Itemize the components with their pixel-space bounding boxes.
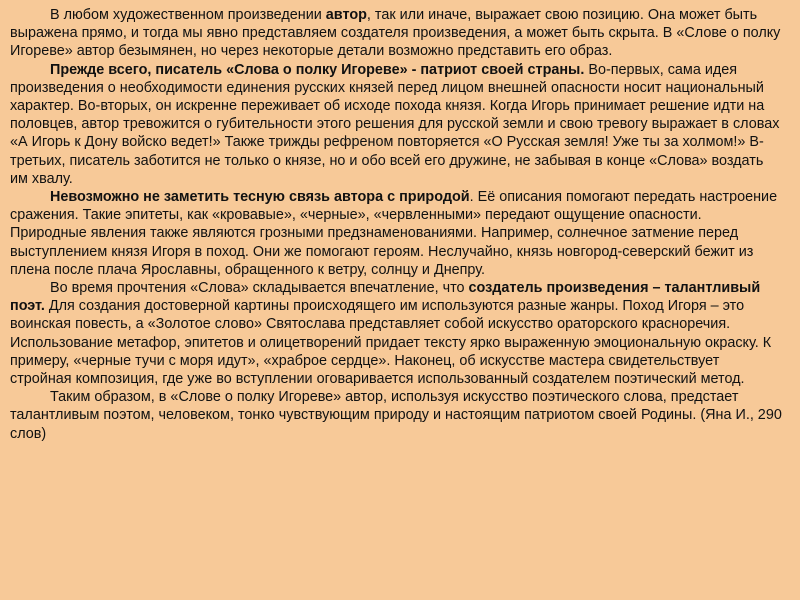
text-run: Таким образом, в «Слове о полку Игореве» автор, используя искусство поэтического слова, предстает талантливым поэтом, человеком, тонко чувствующим природу и настоящим патриотом своей Родины. (Яна И., 290 слов) xyxy=(10,389,782,442)
text-run: . Её описания помогают передать настроение сражения. Такие эпитеты, как «кровавые», «черные», «червленными» передают ощущение опасности. Природные явления также являются грозными предзнаменованиями. Например, солнечное затмение перед выступлением князя Игоря в поход. Они же помогают героям. Неслучайно, князь новгород-северский бежит из плена после плача Ярославны, обращенного к ветру, солнцу и Днепру. xyxy=(10,189,778,278)
text-run: Во время прочтения «Слова» складывается впечатление, что xyxy=(50,280,469,297)
bold-run: автор xyxy=(325,7,367,23)
text-run: , так или иначе, выражает свою позицию. Она может быть выражена прямо, и тогда мы явно представляем создателя произведения, а может быть скрыта. В «Слове о полку Игореве» автор безымянен, но через некоторые детали возможно представить его образ. xyxy=(10,7,781,60)
paragraph-poet xyxy=(10,279,782,388)
bold-run: Невозможно не заметить тесную связь автора с природой xyxy=(50,189,470,206)
text-run: Для создания достоверной картины происходящего им используются разные жанры. Поход Игоря – это воинская повесть, а «Золотое слово» Святослава представляет собой искусство ораторского красноречия. Использование метафор, эпитетов и олицетворений придает тексту ярко выраженную эмоциональную окраску. К примеру, «черные тучи с моря идут», «храброе сердце». Наконец, об искусстве мастера свидетельствует стройная композиция, где уже во вступлении оговаривается использованный создателем поэтический метод. xyxy=(10,298,772,388)
bold-run: Прежде всего, писатель «Слова о полку Игореве» - патриот своей страны. xyxy=(50,61,585,78)
paragraph-patriot xyxy=(10,61,782,188)
paragraph-author-position xyxy=(10,6,782,61)
paragraph-nature xyxy=(10,188,782,279)
text-run: В любом художественном произведении xyxy=(50,7,326,23)
bold-run: создатель произведения – талантливый поэт. xyxy=(10,280,761,315)
paragraph-conclusion xyxy=(10,388,782,443)
text-run: Во-первых, сама идея произведения о необходимости единения русских князей перед лицом внешней опасности носит национальный характер. Во-вторых, он искренне переживает об исходе похода князя. Когда Игорь принимает решение идти на половцев, автор тревожится о губительности этого решения для русской земли и свою тревогу выражает в словах «А Игорь к Дону войско ведет!» Также трижды рефреном повторяется «О Русская земля! Уже ты за холмом!» В-третьих, писатель заботится не только о князе, но и обо всей его дружине, не забывая в конце «Слова» воздать им хвалу. xyxy=(10,61,780,187)
